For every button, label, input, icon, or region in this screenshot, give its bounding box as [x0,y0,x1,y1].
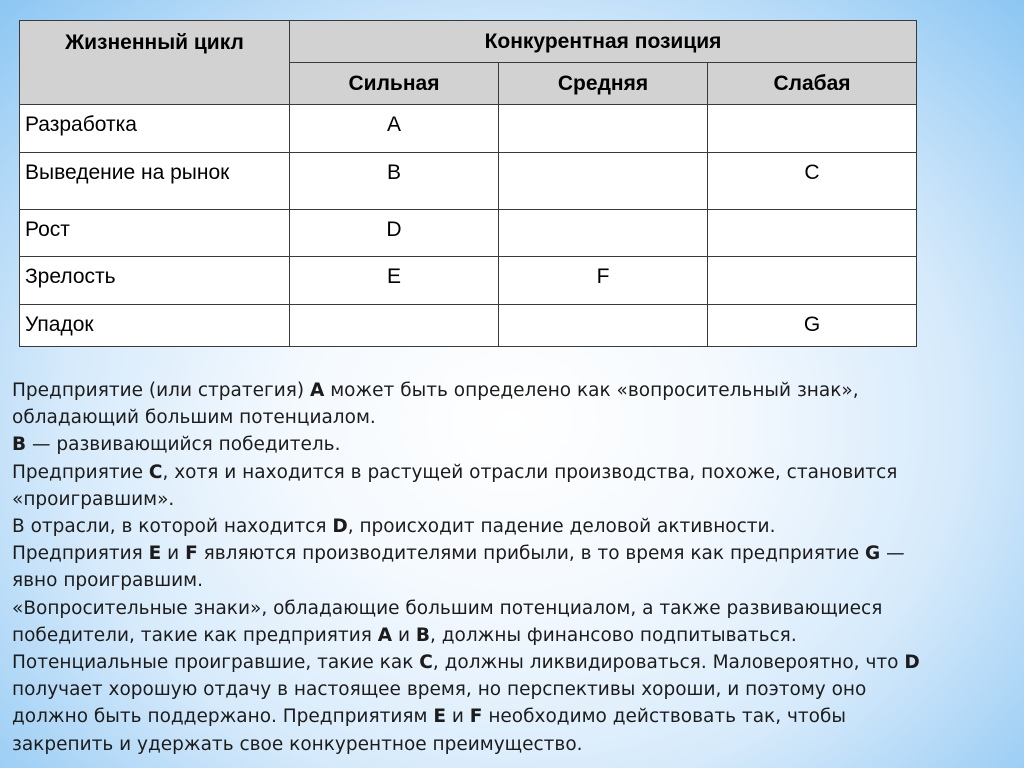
text-line: В отрасли, в которой находится D, происходит падение деловой активности. [12,516,776,538]
text-line: B — развивающийся победитель. [12,434,341,456]
text-line: «Вопросительные знаки», обладающие большим потенциалом, а также развивающиеся [12,597,883,619]
text-line: явно проигравшим. [12,570,203,592]
table-row [20,305,917,347]
text-line: «проигравшим». [12,488,175,510]
text-line: Потенциальные проигравшие, такие как C, должны ликвидироваться. Маловероятно, что D [12,652,920,674]
text-line: получает хорошую отдачу в настоящее время, но перспективы хороши, и поэтому оно [12,679,867,701]
matrix-cell [499,105,708,153]
table-row [20,105,917,153]
table-row [20,153,917,210]
table-row [20,210,917,257]
text-line: Предприятия E и F являются производителями прибыли, в то время как предприятие G — [12,543,905,565]
lifecycle-position-matrix [19,20,917,347]
lifecycle-header: Жизненный цикл [20,21,290,105]
table-row [20,257,917,305]
matrix-cell [708,210,917,257]
column-header-medium: Средняя [499,63,708,105]
column-header-strong: Сильная [290,63,499,105]
matrix-cell: F [499,257,708,305]
matrix-cell [290,305,499,347]
matrix-cell: G [708,305,917,347]
matrix-cell: C [708,153,917,210]
matrix-cell: B [290,153,499,210]
text-line: победители, такие как предприятия A и B, должны финансово подпитываться. [12,624,797,646]
text-line: Предприятие (или стратегия) A может быть определено как «вопросительный знак», [12,380,859,401]
matrix-cell: E [290,257,499,305]
stage-cell: Разработка [20,105,290,153]
matrix-cell [499,210,708,257]
position-header: Конкурентная позиция [290,21,917,63]
matrix-cell: A [290,105,499,153]
matrix-cell [708,105,917,153]
stage-cell: Упадок [20,305,290,347]
matrix-cell: D [290,210,499,257]
text-line: закрепить и удержать свое конкурентное преимущество. [12,733,583,755]
column-header-weak: Слабая [708,63,917,105]
text-line: обладающий большим потенциалом. [12,407,376,429]
header-row [20,21,917,63]
matrix-cell [499,153,708,210]
matrix-cell [708,257,917,305]
stage-cell: Выведение на рынок [20,153,290,210]
stage-cell: Зрелость [20,257,290,305]
text-line: должно быть поддержано. Предприятиям E и F необходимо действовать так, чтобы [12,706,847,728]
text-line: Предприятие C, хотя и находится в растущей отрасли производства, похоже, становится [12,461,898,483]
stage-cell: Рост [20,210,290,257]
explanation-text [12,377,1012,758]
matrix-cell [499,305,708,347]
